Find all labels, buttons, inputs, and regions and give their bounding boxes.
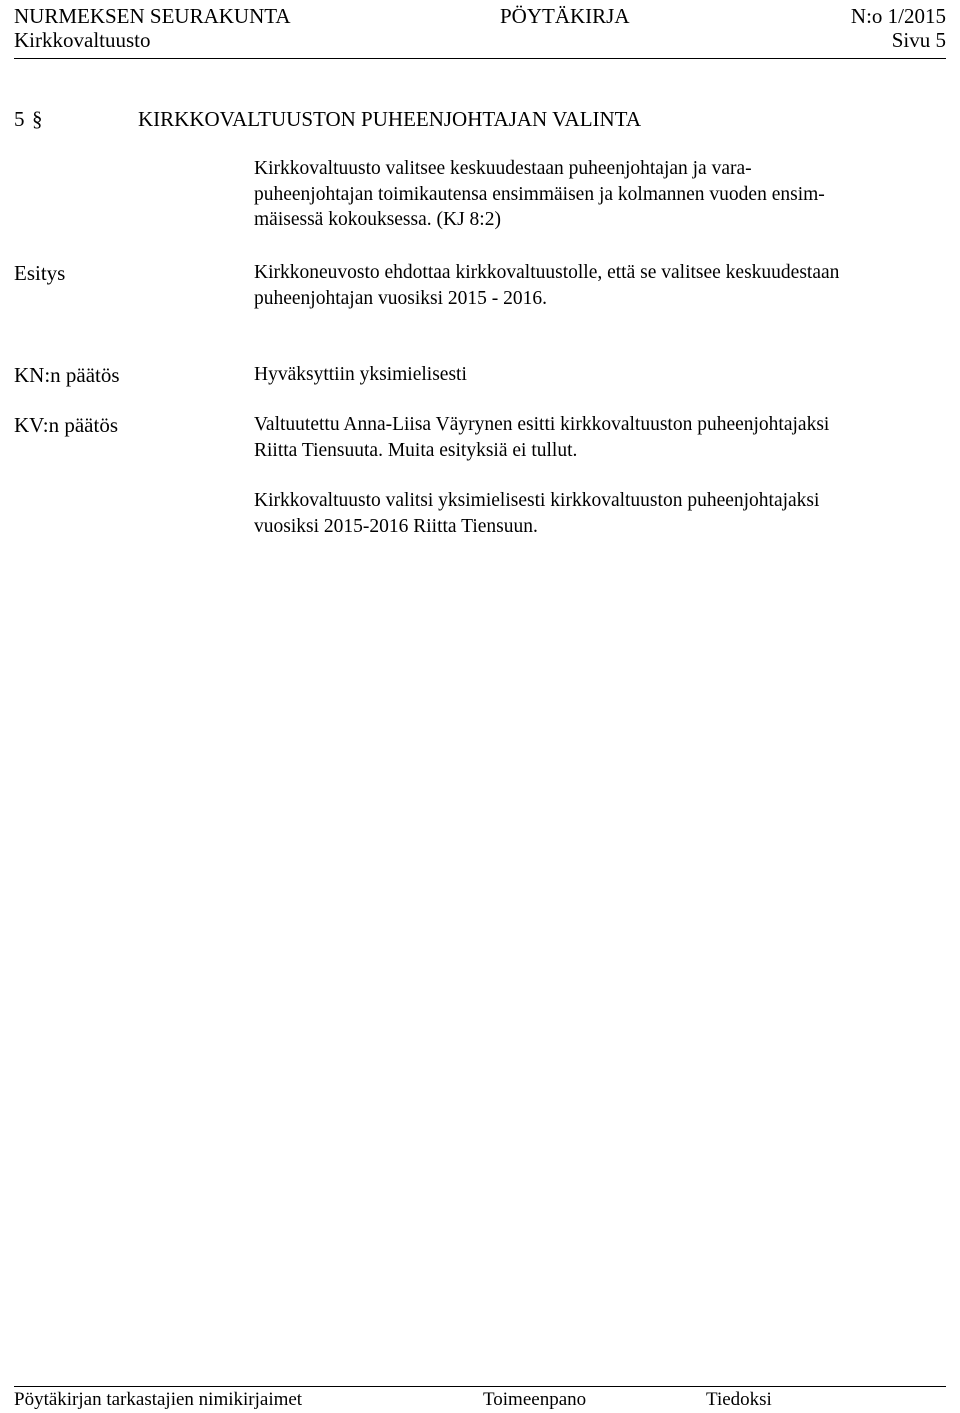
kn-decision-label: KN:n päätös bbox=[14, 363, 120, 387]
page-number: Sivu 5 bbox=[891, 28, 946, 52]
kn-decision-paragraph bbox=[254, 362, 944, 388]
document-number: N:o 1/2015 bbox=[850, 4, 946, 28]
document-header-row-2 bbox=[14, 28, 946, 52]
document-type: PÖYTÄKIRJA bbox=[500, 4, 630, 28]
kv-final-decision-paragraph bbox=[254, 488, 944, 539]
footer-divider bbox=[14, 1386, 946, 1387]
footer-execution: Toimeenpano bbox=[483, 1389, 587, 1410]
esitys-line: puheenjohtajan vuosiksi 2015 - 2016. bbox=[254, 287, 548, 309]
kv-decision-paragraph bbox=[254, 412, 944, 463]
governing-body: Kirkkovaltuusto bbox=[14, 28, 151, 52]
kv-decision-line: Riitta Tiensuuta. Muita esityksiä ei tullut. bbox=[254, 439, 578, 461]
section-title: KIRKKOVALTUUSTON PUHEENJOHTAJAN VALINTA bbox=[138, 107, 641, 131]
organization-name: NURMEKSEN SEURAKUNTA bbox=[14, 4, 291, 28]
section-number: 5 bbox=[14, 107, 25, 131]
intro-line: Kirkkovaltuusto valitsee keskuudestaan puheenjohtajan ja vara- bbox=[254, 158, 752, 179]
header-divider bbox=[14, 58, 946, 59]
footer-signatures: Pöytäkirjan tarkastajien nimikirjaimet bbox=[14, 1389, 303, 1410]
intro-line: mäisessä kokouksessa. (KJ 8:2) bbox=[254, 209, 501, 230]
esitys-line: Kirkkoneuvosto ehdottaa kirkkovaltuustolle, että se valitsee keskuudestaan bbox=[254, 262, 840, 283]
esitys-paragraph bbox=[254, 260, 944, 311]
esitys-label: Esitys bbox=[14, 261, 66, 285]
kv-final-decision-line: vuosiksi 2015-2016 Riitta Tiensuun. bbox=[254, 515, 538, 537]
intro-line: puheenjohtajan toimikautensa ensimmäisen ja kolmannen vuoden ensim- bbox=[254, 183, 825, 205]
intro-paragraph bbox=[254, 156, 944, 233]
kv-decision-label: KV:n päätös bbox=[14, 413, 119, 437]
kn-decision-text: Hyväksyttiin yksimielisesti bbox=[254, 364, 467, 385]
document-header-row-1 bbox=[14, 4, 946, 28]
section-symbol: § bbox=[32, 107, 43, 131]
footer-notices: Tiedoksi bbox=[706, 1389, 772, 1410]
kv-decision-line: Valtuutettu Anna-Liisa Väyrynen esitti kirkkovaltuuston puheenjohtajaksi bbox=[254, 414, 830, 435]
kv-final-decision-line: Kirkkovaltuusto valitsi yksimielisesti kirkkovaltuuston puheenjohtajaksi bbox=[254, 490, 820, 511]
